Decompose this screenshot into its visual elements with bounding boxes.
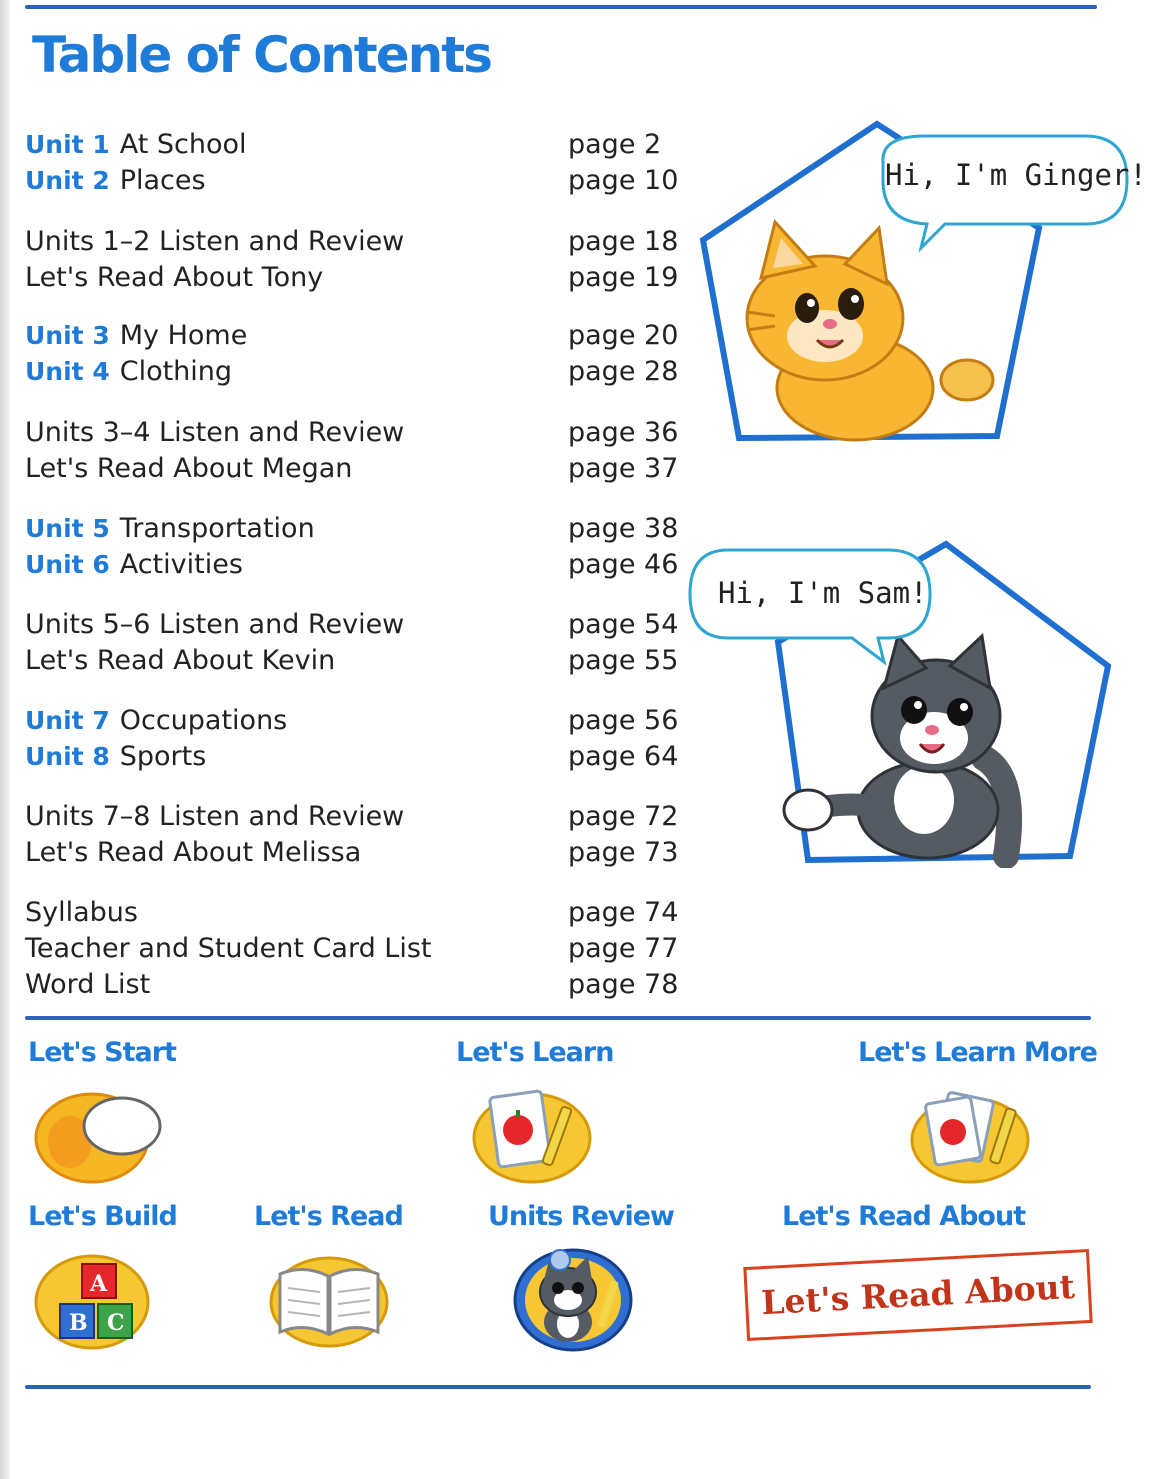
toc-title: Units 5–6 Listen and Review — [25, 609, 405, 640]
lets-learn-label: Let's Learn — [456, 1037, 614, 1068]
units-review-label: Units Review — [488, 1201, 674, 1232]
svg-text:C: C — [107, 1310, 125, 1336]
toc-entry[interactable] — [25, 703, 685, 739]
toc-title: At School — [119, 129, 247, 160]
toc-entry[interactable] — [25, 318, 685, 354]
toc-entry[interactable] — [25, 224, 685, 260]
toc-title: My Home — [119, 320, 248, 351]
toc-page-number: page 74 — [568, 897, 679, 928]
toc-page-number: page 77 — [568, 933, 679, 964]
toc-entry[interactable] — [25, 127, 685, 163]
toc-title: Transportation — [119, 513, 315, 544]
toc-unit-number: Unit 3 — [25, 321, 110, 350]
toc-page-number: page 38 — [568, 513, 679, 544]
lets-start-label: Let's Start — [28, 1037, 176, 1068]
toc-title: Teacher and Student Card List — [25, 933, 432, 964]
toc-page-number: page 56 — [568, 705, 679, 736]
toc-title: Places — [119, 165, 206, 196]
sam-panel — [688, 538, 1118, 868]
cat-reviewer-icon — [510, 1240, 636, 1354]
ginger-speech: Hi, I'm Ginger! — [885, 158, 1147, 192]
toc-title: Units 7–8 Listen and Review — [25, 801, 405, 832]
speech-bubble-icon — [34, 1088, 164, 1184]
toc-title: Units 3–4 Listen and Review — [25, 417, 405, 448]
toc-title: Word List — [25, 969, 151, 1000]
toc-page-number: page 78 — [568, 969, 679, 1000]
toc-page-number: page 73 — [568, 837, 679, 868]
toc-title: Let's Read About Megan — [25, 453, 353, 484]
toc-entry[interactable] — [25, 451, 685, 487]
sam-speech: Hi, I'm Sam! — [718, 576, 928, 610]
toc-entry[interactable] — [25, 967, 685, 1003]
toc-page-number: page 18 — [568, 226, 679, 257]
lets-learn-more-label: Let's Learn More — [858, 1037, 1097, 1068]
toc-entry[interactable] — [25, 260, 685, 296]
toc-title: Let's Read About Melissa — [25, 837, 362, 868]
toc-page-number: page 72 — [568, 801, 679, 832]
toc-title: Occupations — [119, 705, 288, 736]
lets-read-about-label: Let's Read About — [782, 1201, 1026, 1232]
bottom-rule — [25, 1385, 1091, 1389]
toc-title: Activities — [119, 549, 243, 580]
toc-entry[interactable] — [25, 931, 685, 967]
toc-unit-number: Unit 8 — [25, 742, 110, 771]
toc-unit-number: Unit 1 — [25, 130, 110, 159]
toc-title: Sports — [119, 741, 207, 772]
toc-unit-number: Unit 4 — [25, 357, 110, 386]
toc-entry[interactable] — [25, 739, 685, 775]
toc-entry[interactable] — [25, 895, 685, 931]
toc-entry[interactable] — [25, 547, 685, 583]
toc-title: Syllabus — [25, 897, 138, 928]
toc-page-number: page 19 — [568, 262, 679, 293]
open-book-icon — [266, 1250, 392, 1350]
toc-entry[interactable] — [25, 163, 685, 199]
toc-page-number: page 2 — [568, 129, 662, 160]
toc-page-number: page 55 — [568, 645, 679, 676]
toc-entry[interactable] — [25, 835, 685, 871]
picture-card-icon — [470, 1082, 594, 1186]
toc-unit-number: Unit 6 — [25, 550, 110, 579]
toc-entry[interactable] — [25, 643, 685, 679]
ginger-panel — [695, 118, 1147, 448]
toc-title: Let's Read About Kevin — [25, 645, 336, 676]
toc-page-number: page 28 — [568, 356, 679, 387]
toc-unit-number: Unit 2 — [25, 166, 110, 195]
toc-unit-number: Unit 7 — [25, 706, 110, 735]
toc-entry[interactable] — [25, 354, 685, 390]
toc-page-number: page 64 — [568, 741, 679, 772]
abc-blocks-icon — [32, 1248, 154, 1354]
toc-entry[interactable] — [25, 607, 685, 643]
toc-page-number: page 37 — [568, 453, 679, 484]
page-title: Table of Contents — [32, 26, 491, 84]
toc-entry[interactable] — [25, 799, 685, 835]
svg-text:B: B — [69, 1310, 88, 1336]
picture-cards-icon — [908, 1086, 1032, 1186]
svg-text:A: A — [90, 1271, 108, 1297]
lets-read-about-stamp: Let's Read About — [743, 1249, 1092, 1341]
toc-page-number: page 36 — [568, 417, 679, 448]
toc-unit-number: Unit 5 — [25, 514, 110, 543]
toc-list — [0, 0, 700, 1010]
toc-entry[interactable] — [25, 511, 685, 547]
toc-page-number: page 20 — [568, 320, 679, 351]
lets-read-label: Let's Read — [254, 1201, 403, 1232]
legend-top-rule — [25, 1016, 1091, 1020]
lets-build-label: Let's Build — [28, 1201, 177, 1232]
toc-title: Units 1–2 Listen and Review — [25, 226, 405, 257]
toc-entry[interactable] — [25, 415, 685, 451]
toc-page-number: page 54 — [568, 609, 679, 640]
toc-page-number: page 10 — [568, 165, 679, 196]
toc-title: Let's Read About Tony — [25, 262, 324, 293]
toc-page-number: page 46 — [568, 549, 679, 580]
toc-title: Clothing — [119, 356, 233, 387]
